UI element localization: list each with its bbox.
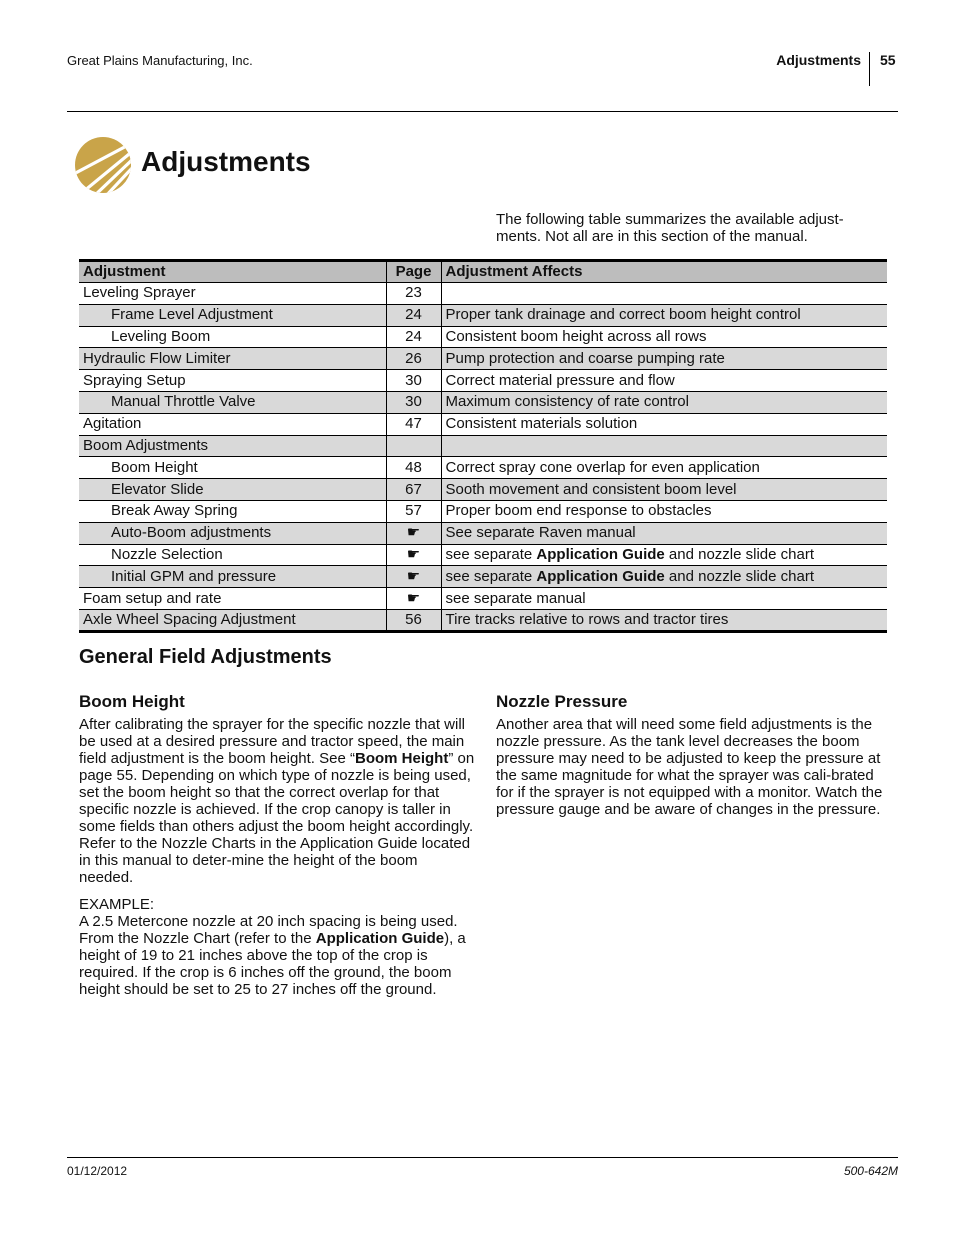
- table-row: [79, 500, 887, 522]
- cell-adjustment: Nozzle Selection: [79, 544, 386, 566]
- cell-page: 30: [386, 391, 441, 413]
- adjustments-table: [79, 259, 887, 633]
- table-row: [79, 566, 887, 588]
- cell-page: 48: [386, 457, 441, 479]
- boom-height-paragraph: [79, 716, 475, 886]
- boom-height-text-a: After calibrating the sprayer for the specific nozzle that will be used at a desired pressure and tractor speed, the main field adjustment is the boom height. See “: [79, 716, 466, 767]
- cell-adjustment: Leveling Boom: [79, 326, 386, 348]
- cell-page: 24: [386, 326, 441, 348]
- header-rule: [67, 111, 898, 112]
- cell-affects: Correct spray cone overlap for even application: [441, 457, 887, 479]
- footer-document-number: 500-642M: [843, 1164, 898, 1178]
- cell-affects: Sooth movement and consistent boom level: [441, 479, 887, 501]
- table-row: [79, 522, 887, 544]
- table-row: [79, 283, 887, 305]
- cell-adjustment: Foam setup and rate: [79, 588, 386, 610]
- cell-page: [386, 435, 441, 457]
- table-row: [79, 609, 887, 631]
- cell-page: 23: [386, 283, 441, 305]
- cell-affects: Tire tracks relative to rows and tractor tires: [441, 609, 887, 631]
- example-text-b: ), a height of 19 to 21 inches above the top of the crop is required. If the crop is 6 inches off the ground, the boom height should be set to 25 to 27 inches off the ground.: [79, 930, 466, 998]
- cell-page: 56: [386, 609, 441, 631]
- table-row: [79, 479, 887, 501]
- table-row: [79, 413, 887, 435]
- great-plains-logo-icon: [74, 136, 132, 194]
- pointing-hand-icon: ☛: [386, 566, 441, 588]
- affects-text: and nozzle slide chart: [664, 545, 815, 563]
- example-application-guide: Application Guide: [315, 930, 445, 947]
- pointing-hand-icon: ☛: [386, 588, 441, 610]
- cell-adjustment: Axle Wheel Spacing Adjustment: [79, 609, 386, 631]
- table-row: [79, 588, 887, 610]
- section-heading-general-field-adjustments: General Field Adjustments: [79, 646, 332, 668]
- cell-page: 26: [386, 348, 441, 370]
- footer-date: 01/12/2012: [67, 1164, 128, 1178]
- column-header-affects: Adjustment Affects: [441, 261, 887, 283]
- table-row: [79, 435, 887, 457]
- cell-affects: Maximum consistency of rate control: [441, 391, 887, 413]
- nozzle-pressure-paragraph: Another area that will need some field adjustments is the nozzle pressure. As the tank level decreases the boom pressure may need to be adjusted to keep the pressure at the same magnitude for what the sprayer was cali-brated for if the sprayer is not equipped with a monitor. Watch the pressure gauge and be aware of changes in the pressure.: [496, 716, 883, 818]
- header-section-title: Adjustments: [776, 52, 861, 68]
- table-row: [79, 304, 887, 326]
- table-header-row: [79, 261, 887, 283]
- footer-rule: [67, 1157, 898, 1158]
- cell-adjustment: Initial GPM and pressure: [79, 566, 386, 588]
- header-page-number: 55: [880, 52, 896, 68]
- cell-adjustment: Agitation: [79, 413, 386, 435]
- affects-text: see separate: [445, 567, 537, 585]
- column-header-adjustment: Adjustment: [79, 261, 386, 283]
- table-row: [79, 544, 887, 566]
- cell-adjustment: Hydraulic Flow Limiter: [79, 348, 386, 370]
- intro-paragraph: The following table summarizes the available adjust-ments. Not all are in this section of the manual.: [496, 211, 844, 245]
- cell-adjustment: Boom Adjustments: [79, 435, 386, 457]
- subheading-boom-height: Boom Height: [79, 692, 185, 711]
- cell-affects: [441, 544, 887, 566]
- cell-adjustment: Boom Height: [79, 457, 386, 479]
- cell-affects: Pump protection and coarse pumping rate: [441, 348, 887, 370]
- cell-adjustment: Manual Throttle Valve: [79, 391, 386, 413]
- cell-page: 47: [386, 413, 441, 435]
- cell-adjustment: Frame Level Adjustment: [79, 304, 386, 326]
- table-row: [79, 326, 887, 348]
- example-label: EXAMPLE:: [79, 896, 155, 913]
- table-row: [79, 457, 887, 479]
- cell-page: 30: [386, 370, 441, 392]
- cell-affects: [441, 566, 887, 588]
- cell-adjustment: Leveling Sprayer: [79, 283, 386, 305]
- cell-affects: [441, 435, 887, 457]
- table-row: [79, 391, 887, 413]
- header-divider: [869, 52, 870, 86]
- cell-adjustment: Break Away Spring: [79, 500, 386, 522]
- cell-affects: Consistent boom height across all rows: [441, 326, 887, 348]
- boom-height-text-b: ” on page 55. Depending on which type of nozzle is being used, set the boom height so that the correct overlap for that specific nozzle is achieved. If the crop canopy is taller in some fields than others adjust the boom height accordingly. Refer to the Nozzle Charts in the Application Guide located in this manual to deter-mine the height of the boom needed.: [79, 750, 475, 886]
- cell-affects: see separate manual: [441, 588, 887, 610]
- cell-affects: Correct material pressure and flow: [441, 370, 887, 392]
- cell-adjustment: Auto-Boom adjustments: [79, 522, 386, 544]
- cell-affects: Proper tank drainage and correct boom height control: [441, 304, 887, 326]
- table-row: [79, 348, 887, 370]
- page-title: Adjustments: [141, 146, 311, 177]
- column-header-page: Page: [386, 261, 441, 283]
- example-paragraph: [79, 896, 475, 998]
- affects-text: and nozzle slide chart: [664, 567, 815, 585]
- cell-adjustment: Elevator Slide: [79, 479, 386, 501]
- cell-affects: [441, 283, 887, 305]
- example-text-a: A 2.5 Metercone nozzle at 20 inch spacing is being used. From the Nozzle Chart (refer to the: [79, 913, 458, 947]
- pointing-hand-icon: ☛: [386, 522, 441, 544]
- subheading-nozzle-pressure: Nozzle Pressure: [496, 692, 628, 711]
- affects-text: see separate: [445, 545, 537, 563]
- cell-page: 67: [386, 479, 441, 501]
- boom-height-xref: Boom Height: [355, 750, 449, 767]
- cell-page: 24: [386, 304, 441, 326]
- cell-affects: Proper boom end response to obstacles: [441, 500, 887, 522]
- affects-bold-ref: Application Guide: [536, 567, 665, 585]
- cell-affects: See separate Raven manual: [441, 522, 887, 544]
- header-company: Great Plains Manufacturing, Inc.: [67, 53, 253, 68]
- pointing-hand-icon: ☛: [386, 544, 441, 566]
- cell-page: 57: [386, 500, 441, 522]
- table-row: [79, 370, 887, 392]
- cell-affects: Consistent materials solution: [441, 413, 887, 435]
- cell-adjustment: Spraying Setup: [79, 370, 386, 392]
- affects-bold-ref: Application Guide: [536, 545, 665, 563]
